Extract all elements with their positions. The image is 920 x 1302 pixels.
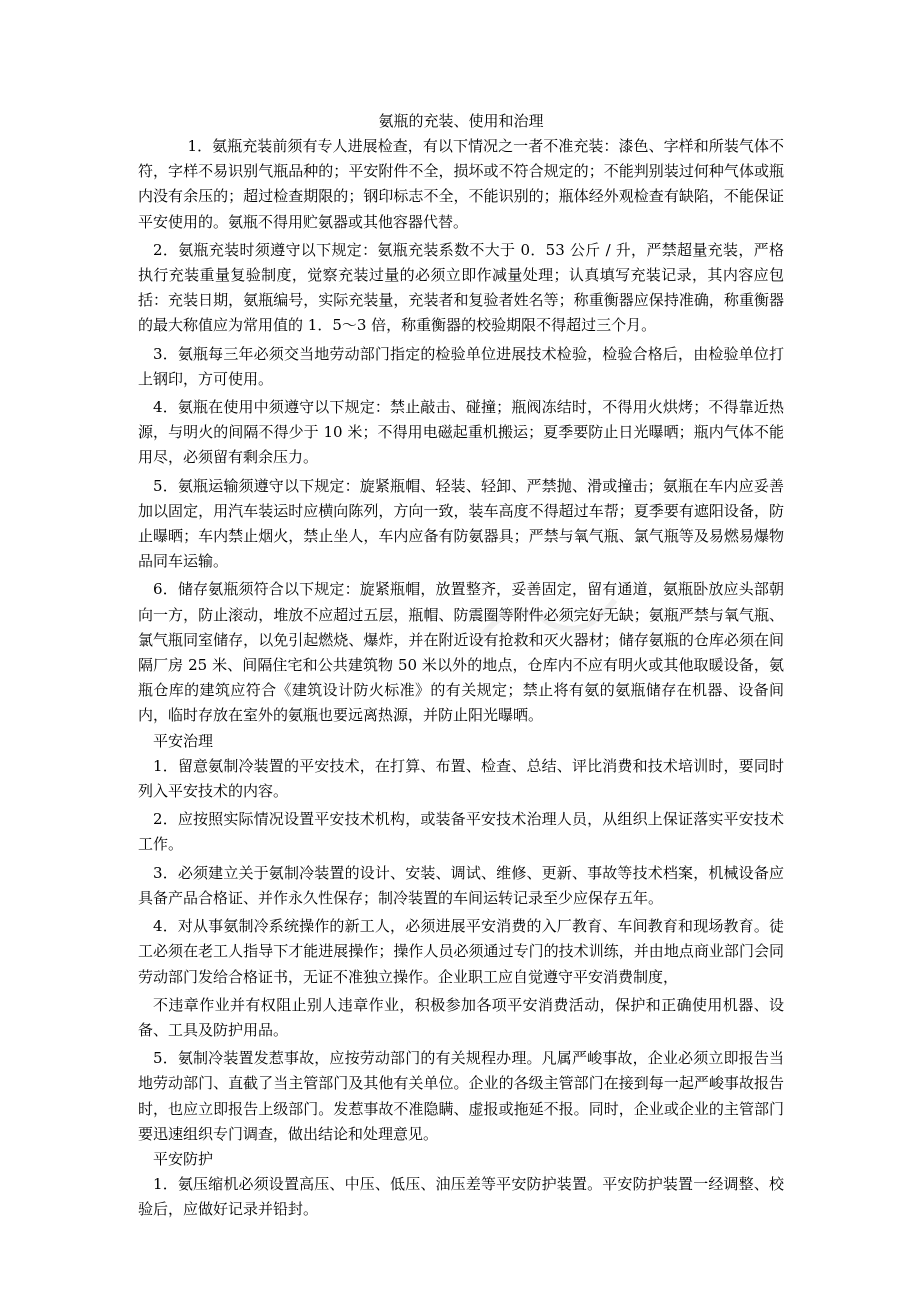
paragraph-4: 4．氨瓶在使用中须遵守以下规定：禁止敲击、碰撞；瓶阀冻结时，不得用火烘烤；不得靠近热源，与明火的间隔不得少于 10 米；不得用电磁起重机搬运；夏季要防止日光曝晒；瓶内气体不能用尽，必须留有剩余压力。 xyxy=(138,398,784,467)
protection-paragraph-1: 1．氨压缩机必须设置高压、中压、低压、油压差等平安防护装置。平安防护装置一经调整、校验后，应做好记录并铅封。 xyxy=(138,1175,784,1219)
document-page xyxy=(138,108,784,1223)
paragraph-1: 1．氨瓶充装前须有专人进展检查，有以下情况之一者不准充装：漆色、字样和所装气体不符，字样不易识别气瓶品种的；平安附件不全，损坏或不符合规定的；不能判别装过何种气体或瓶内没有余压的；超过检查期限的；钢印标志不全，不能识别的；瓶体经外观检查有缺陷，不能保证平安使用的。氨瓶不得用贮氨器或其他容器代替。 xyxy=(138,137,784,231)
paragraph-3: 3．氨瓶每三年必须交当地劳动部门指定的检验单位进展技术检验，检验合格后，由检验单位打上钢印，方可使用。 xyxy=(138,344,784,388)
management-paragraph-1: 1．留意氨制冷装置的平安技术，在打算、布置、检查、总结、评比消费和技术培训时，要同时列入平安技术的内容。 xyxy=(138,756,784,801)
section-heading-safety-protection: 平安防护 xyxy=(153,1149,214,1168)
document-title: 氨瓶的充装、使用和治理 xyxy=(378,112,544,130)
management-paragraph-2: 2．应按照实际情况设置平安技术机构，或装备平安技术治理人员，从组织上保证落实平安技术工作。 xyxy=(138,810,784,854)
management-paragraph-4-continued: 不违章作业并有权阻止别人违章作业，积极参加各项平安消费活动，保护和正确使用机器、设备、工具及防护用品。 xyxy=(138,995,784,1039)
management-paragraph-5: 5．氨制冷装置发惹事故，应按劳动部门的有关规程办理。凡属严峻事故，企业必须立即报告当地劳动部门、直截了当主管部门及其他有关单位。企业的各级主管部门在接到每一起严峻事故报告时，也应立即报告上级部门。发惹事故不准隐瞒、虚报或拖延不报。同时，企业或企业的主管部门要迅速组织专门调查，做出结论和处理意见。 xyxy=(138,1049,784,1143)
management-paragraph-4: 4．对从事氨制冷系统操作的新工人，必须进展平安消费的入厂教育、车间教育和现场教育。徒工必须在老工人指导下才能进展操作；操作人员必须通过专门的技术训练，并由地点商业部门会同劳动部门发给合格证书，无证不准独立操作。企业职工应自觉遵守平安消费制度， xyxy=(138,917,784,986)
paragraph-6: 6．储存氨瓶须符合以下规定：旋紧瓶帽，放置整齐，妥善固定，留有通道，氨瓶卧放应头部朝向一方，防止滚动，堆放不应超过五层，瓶帽、防震圈等附件必须完好无缺；氨瓶严禁与氧气瓶、氯气瓶同室储存，以免引起燃烧、爆炸，并在附近设有抢救和灭火器材；储存氨瓶的仓库必须在间隔厂房 25 米、间隔住宅和公共建筑物 50 米以外的地点，仓库内不应有明火或其他取暖设备，氨瓶仓库的建筑应符合《建筑设计防火标准》的有关规定；禁止将有氨的氨瓶储存在机器、设备间内，临时存放在室外的氨瓶也要远离热源，并防止阳光曝晒。 xyxy=(138,580,784,725)
paragraph-2: 2．氨瓶充装时须遵守以下规定：氨瓶充装系数不大于 0．53 公斤 / 升，严禁超量充装，严格执行充装重量复验制度，觉察充装过量的必须立即作减量处理；认真填写充装记录，其内容应包括：充装日期，氨瓶编号，实际充装量，充装者和复验者姓名等；称重衡器应保持准确，称重衡器的最大称值应为常用值的 1．5～3 倍，称重衡器的校验期限不得超过三个月。 xyxy=(138,240,784,335)
paragraph-5: 5．氨瓶运输须遵守以下规定：旋紧瓶帽、轻装、轻卸、严禁抛、滑或撞击；氨瓶在车内应妥善加以固定，用汽车装运时应横向陈列，方向一致，装车高度不得超过车帮；夏季要有遮阳设备，防止曝晒；车内禁止烟火，禁止坐人，车内应备有防氨器具；严禁与氧气瓶、氯气瓶等及易燃易爆物品同车运输。 xyxy=(138,476,784,571)
management-paragraph-3: 3．必须建立关于氨制冷装置的设计、安装、调试、维修、更新、事故等技术档案，机械设备应具备产品合格证、并作永久性保存；制冷装置的车间运转记录至少应保存五年。 xyxy=(138,863,784,907)
section-heading-safety-management: 平安治理 xyxy=(153,731,214,750)
